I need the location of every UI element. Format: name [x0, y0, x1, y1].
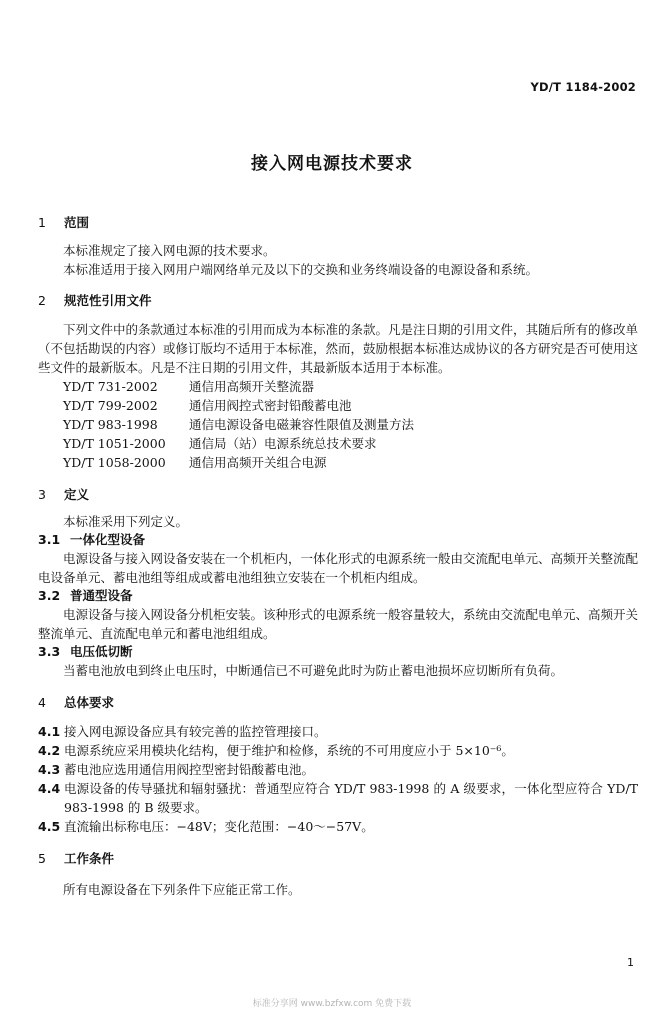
clause-number: 4.1 [38, 724, 61, 739]
clause-number: 3.3 [38, 644, 61, 659]
section-2-heading [38, 292, 638, 310]
reference-code: YD/T 731-2002 [63, 379, 158, 394]
definition-text: 当蓄电池放电到终止电压时，中断通信已不可避免此时为防止蓄电池损坏应切断所有负荷。 [63, 663, 564, 678]
definition-heading [38, 531, 638, 549]
reference-item [63, 396, 638, 415]
clause-text: 直流输出标称电压：−48V；变化范围：−40～−57V。 [64, 819, 374, 834]
section-number: 1 [38, 215, 46, 230]
definition-term: 电压低切断 [70, 644, 133, 659]
paragraph: 下列文件中的条款通过本标准的引用而成为本标准的条款。凡是注日期的引用文件，其随后所有的修改单（不包括勘误的内容）或修订版均不适用于本标准，然而，鼓励根据本标准达成协议的各方研究是否可使用这些文件的最新版本。凡是不注日期的引用文件，其最新版本适用于本标准。 [38, 322, 639, 375]
reference-title: 通信局（站）电源系统总技术要求 [189, 436, 377, 451]
definition-text: 电源设备与接入网设备安装在一个机柜内，一体化形式的电源系统一般由交流配电单元、高频开关整流配电设备单元、蓄电池组等组成或蓄电池组独立安装在一个机柜内组成。 [38, 551, 639, 585]
reference-code: YD/T 983-1998 [63, 417, 158, 432]
clause-item [38, 760, 638, 779]
clause-number: 4.3 [38, 762, 61, 777]
section-number: 3 [38, 487, 46, 502]
section-title: 规范性引用文件 [64, 293, 152, 308]
clause-number: 3.1 [38, 532, 61, 547]
section-title: 总体要求 [64, 695, 115, 710]
paragraph: 本标准适用于接入网用户端网络单元及以下的交换和业务终端设备的电源设备和系统。 [63, 262, 539, 277]
paragraph: 本标准规定了接入网电源的技术要求。 [63, 243, 276, 258]
clause-item [38, 741, 638, 760]
clause-number: 4.2 [38, 743, 61, 758]
reference-title: 通信电源设备电磁兼容性限值及测量方法 [189, 417, 415, 432]
section-3-heading [38, 486, 638, 504]
clause-item [38, 817, 638, 836]
clause-item [38, 722, 638, 741]
section-number: 4 [38, 695, 46, 710]
reference-code: YD/T 799-2002 [63, 398, 158, 413]
section-1-heading [38, 214, 638, 232]
reference-item [63, 415, 638, 434]
definition-heading [38, 643, 638, 661]
clause-text: 接入网电源设备应具有较完善的监控管理接口。 [64, 724, 327, 739]
section-number: 5 [38, 851, 46, 866]
clause-number: 3.2 [38, 588, 61, 603]
section-4-heading [38, 694, 638, 712]
reference-item [63, 453, 638, 472]
standard-number: YD/T 1184-2002 [530, 80, 636, 94]
footer-watermark: 标准分享网 www.bzfxw.com 免费下载 [252, 999, 412, 1009]
definition-term: 一体化型设备 [70, 532, 146, 547]
reference-title: 通信用阀控式密封铅酸蓄电池 [189, 398, 352, 413]
clause-text: 电源系统应采用模块化结构，便于维护和检修，系统的不可用度应小于 5×10⁻⁶。 [64, 743, 514, 758]
reference-code: YD/T 1058-2000 [63, 455, 166, 470]
section-title: 工作条件 [64, 851, 115, 866]
clause-text: 蓄电池应选用通信用阀控型密封铅酸蓄电池。 [64, 762, 315, 777]
definition-heading [38, 587, 638, 605]
definition-text: 电源设备与接入网设备分机柜安装。该种形式的电源系统一般容量较大，系统由交流配电单元、高频开关整流单元、直流配电单元和蓄电池组组成。 [38, 607, 639, 641]
clause-number: 4.4 [38, 781, 61, 796]
reference-item [63, 434, 638, 453]
document-title: 接入网电源技术要求 [251, 154, 413, 174]
page-number: 1 [627, 956, 634, 969]
clause-number: 4.5 [38, 819, 61, 834]
reference-item [63, 377, 638, 396]
paragraph: 本标准采用下列定义。 [63, 514, 189, 529]
reference-code: YD/T 1051-2000 [63, 436, 166, 451]
clause-item [38, 779, 638, 817]
section-5-heading [38, 850, 638, 868]
document-body [38, 214, 638, 899]
reference-title: 通信用高频开关组合电源 [189, 455, 327, 470]
section-title: 定义 [64, 487, 90, 502]
paragraph: 所有电源设备在下列条件下应能正常工作。 [63, 882, 301, 897]
definition-term: 普通型设备 [70, 588, 133, 603]
reference-list [63, 377, 638, 472]
reference-title: 通信用高频开关整流器 [189, 379, 315, 394]
section-number: 2 [38, 293, 46, 308]
clause-text: 电源设备的传导骚扰和辐射骚扰：普通型应符合 YD/T 983-1998 的 A 级要求，一体化型应符合 YD/T 983-1998 的 B 级要求。 [64, 781, 638, 815]
section-title: 范围 [64, 215, 90, 230]
